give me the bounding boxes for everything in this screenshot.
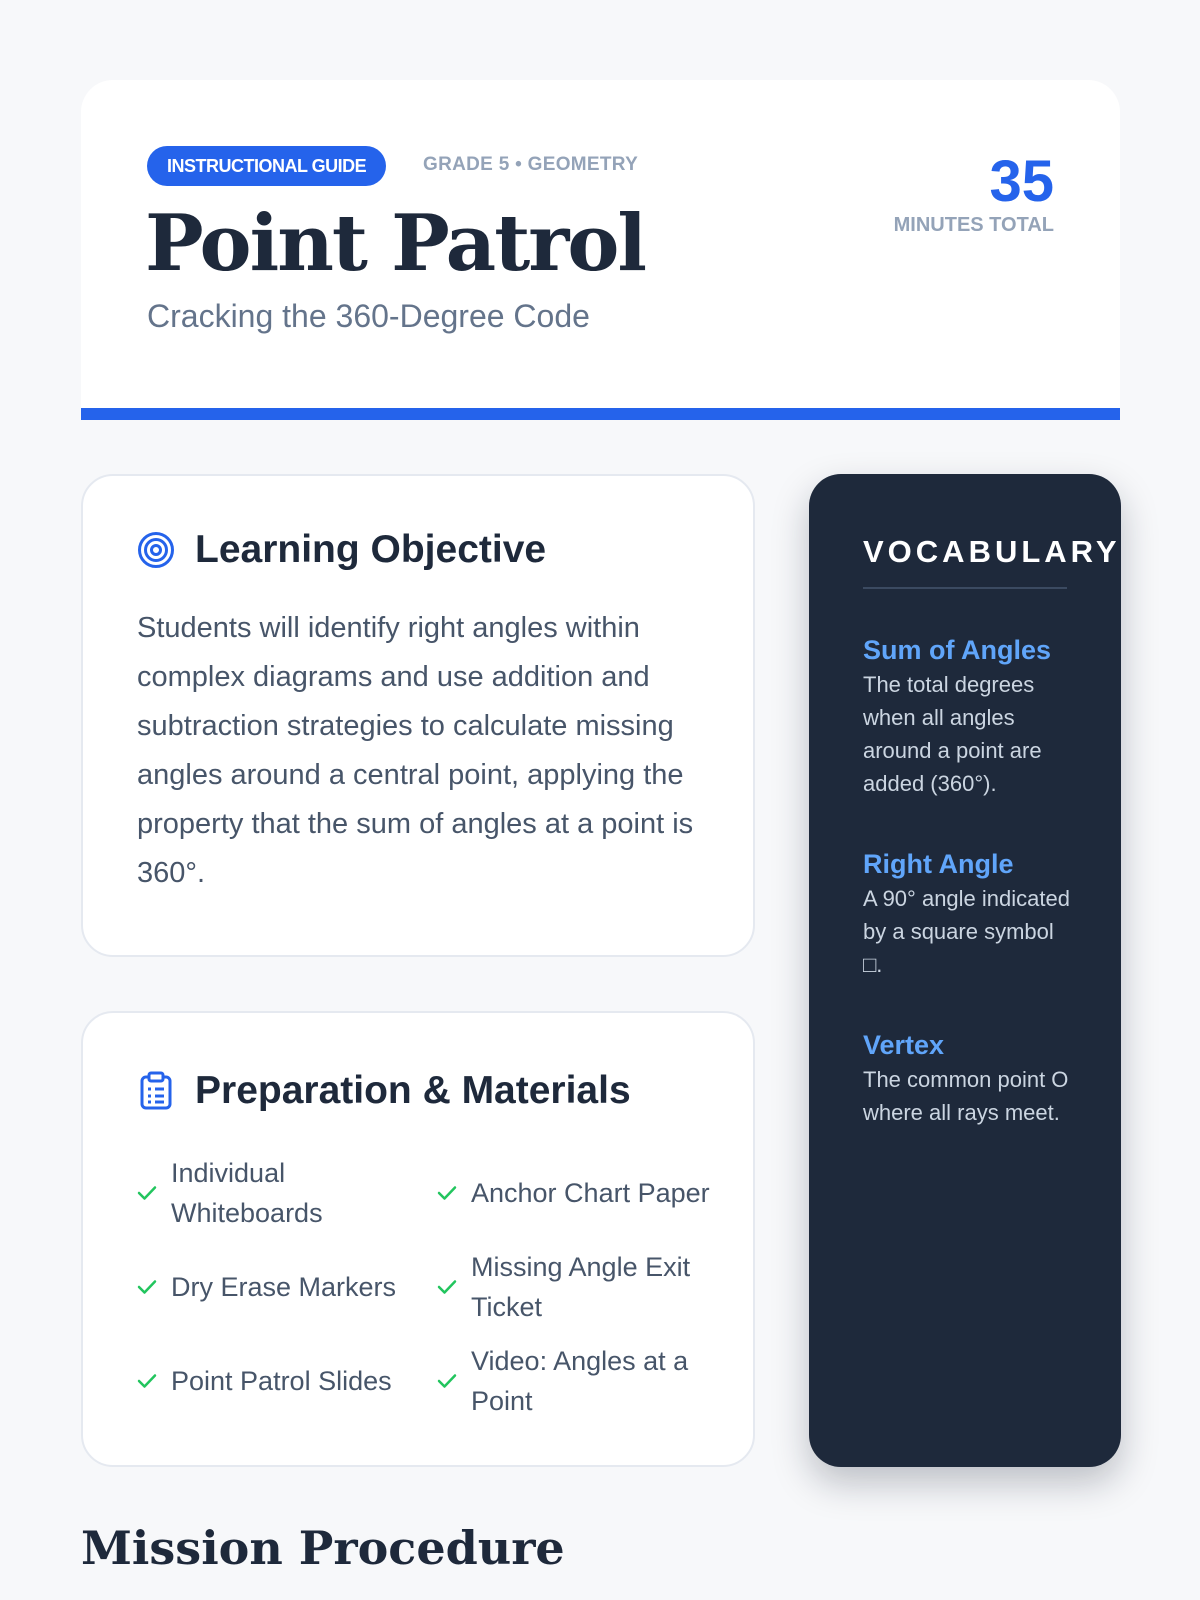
check-icon <box>437 1185 457 1201</box>
material-item <box>437 1153 717 1233</box>
vocab-term: Sum of Angles <box>863 635 1052 665</box>
vocab-entry <box>863 632 1079 800</box>
vocab-definition: The total degrees when all angles around a point are added (360°). <box>863 672 1042 796</box>
material-label: Missing Angle Exit Ticket <box>471 1252 691 1322</box>
vocabulary-panel <box>809 474 1121 1467</box>
material-item <box>437 1247 717 1327</box>
header-card <box>81 80 1120 420</box>
check-icon <box>437 1373 457 1389</box>
page-title: Point Patrol <box>145 198 645 289</box>
material-item <box>437 1341 717 1421</box>
material-label: Video: Angles at a Point <box>471 1346 689 1416</box>
material-item <box>137 1153 437 1233</box>
grade-subject-label: GRADE 5 • GEOMETRY <box>423 154 639 175</box>
vocab-definition: The common point O where all rays meet. <box>863 1067 1069 1125</box>
learning-objective-card <box>81 474 755 957</box>
vocabulary-divider <box>863 587 1067 589</box>
material-label: Dry Erase Markers <box>171 1272 397 1302</box>
check-icon <box>137 1279 157 1295</box>
materials-title: Preparation & Materials <box>195 1069 631 1112</box>
vocab-entry <box>863 846 1079 981</box>
objective-title: Learning Objective <box>195 528 547 571</box>
material-label: Individual Whiteboards <box>171 1158 323 1228</box>
vocabulary-title: VOCABULARY <box>863 534 1121 569</box>
material-label: Point Patrol Slides <box>171 1366 392 1396</box>
materials-header <box>137 1069 631 1113</box>
minutes-value: 35 <box>989 149 1054 214</box>
vocabulary-list <box>863 632 1079 1175</box>
vocab-term: Right Angle <box>863 849 1014 879</box>
mission-procedure-heading: Mission Procedure <box>81 1521 565 1575</box>
vocab-definition: A 90° angle indicated by a square symbol □. <box>863 886 1070 977</box>
check-icon <box>137 1373 157 1389</box>
material-label: Anchor Chart Paper <box>471 1178 710 1208</box>
material-item <box>137 1247 437 1327</box>
material-item <box>137 1341 437 1421</box>
target-icon <box>137 531 175 569</box>
materials-list <box>137 1153 717 1421</box>
check-icon <box>137 1185 157 1201</box>
minutes-label: MINUTES TOTAL <box>893 214 1054 236</box>
objective-header <box>137 528 546 572</box>
vocab-entry <box>863 1027 1079 1129</box>
vocab-term: Vertex <box>863 1030 945 1060</box>
check-icon <box>437 1279 457 1295</box>
materials-card <box>81 1011 755 1467</box>
page-subtitle: Cracking the 360-Degree Code <box>147 298 590 334</box>
guide-badge: INSTRUCTIONAL GUIDE <box>147 146 386 186</box>
clipboard-icon <box>137 1071 175 1111</box>
objective-text: Students will identify right angles within complex diagrams and use addition and subtraction strategies to calculate missing angles around a central point, applying the property that the sum of angles at a point is 360°. <box>137 612 694 889</box>
